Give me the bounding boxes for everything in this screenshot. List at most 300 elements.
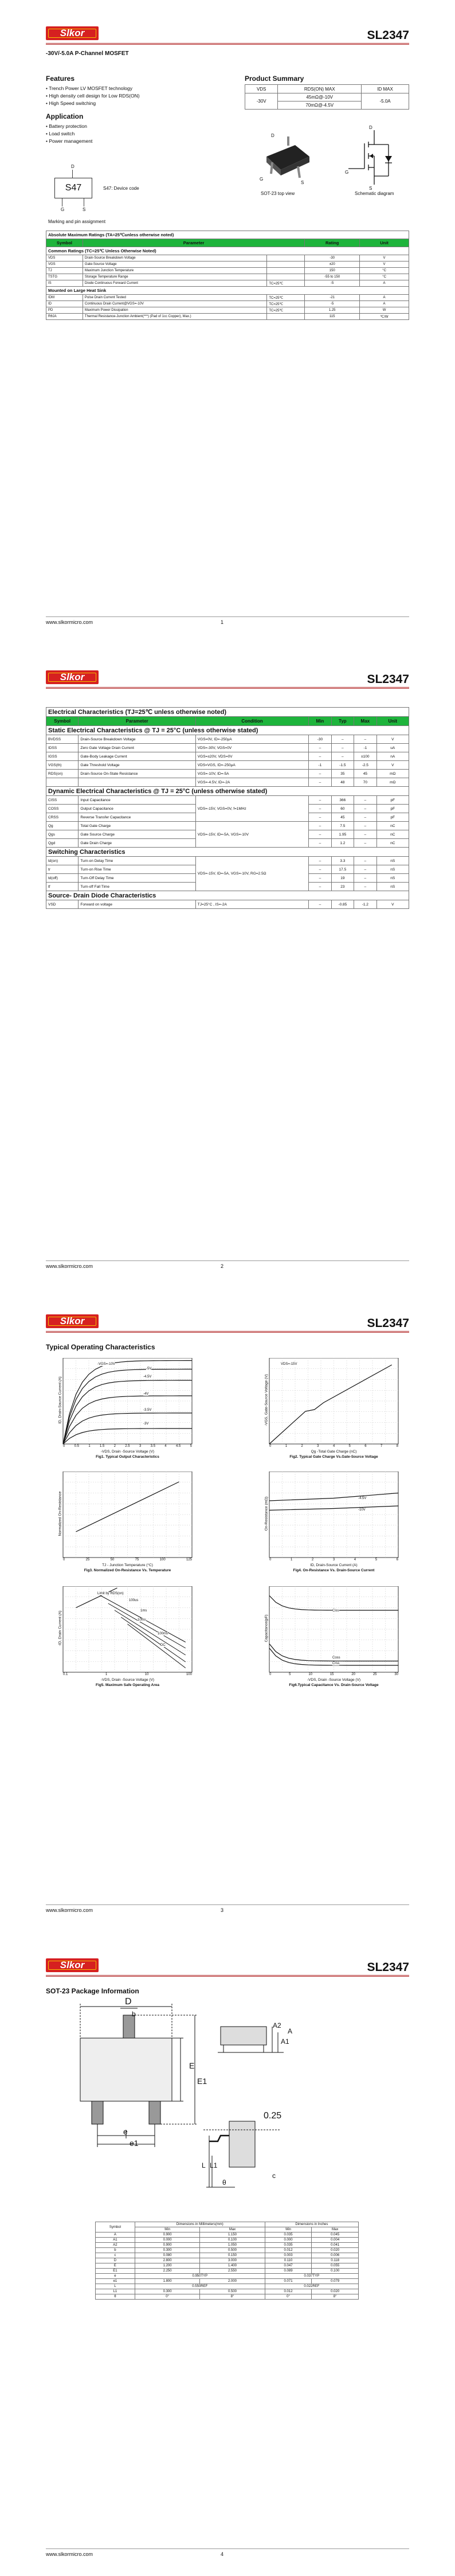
- fig4-plot: [264, 1472, 404, 1563]
- table-cell: ±20: [305, 261, 360, 268]
- table-cell: nC: [376, 839, 409, 848]
- fig5-graph: [57, 1586, 198, 1687]
- feature-item: [46, 100, 140, 107]
- table-row: [96, 2294, 359, 2300]
- table-cell: Turn-Off Delay Time: [79, 874, 195, 883]
- table-row: [46, 770, 409, 778]
- table-cell: ID: [46, 301, 83, 307]
- table-cell: pF: [376, 805, 409, 813]
- table-cell: -30: [309, 735, 331, 744]
- page-2: [0, 644, 455, 1288]
- application-item: [46, 138, 92, 145]
- ps-rds-10v: 45mΩ@-10V: [278, 93, 362, 102]
- table-cell: D: [96, 2258, 135, 2263]
- x-tick: 4.5: [175, 1445, 181, 1448]
- abs-max-ratings-table: [46, 231, 409, 320]
- application-item: [46, 130, 92, 138]
- curve-label: 1ms: [140, 1609, 147, 1613]
- table-cell: A: [360, 280, 409, 287]
- table-cell: Gate Source Charge: [79, 830, 195, 839]
- table-row: [46, 778, 409, 787]
- x-tick: 1: [105, 1673, 108, 1676]
- table-cell: VDS=-30V, VGS=0V: [195, 744, 308, 752]
- dim-l1: L1: [210, 2161, 218, 2169]
- y-axis-label: On-Resistance (mΩ): [264, 1496, 269, 1531]
- part-number: SL2347: [367, 1961, 409, 1974]
- sch-pin-d: D: [369, 125, 372, 130]
- table-cell: –: [354, 839, 376, 848]
- x-tick: 3: [332, 1558, 335, 1562]
- dim-sub-min-mm: Min: [135, 2227, 199, 2232]
- ec-head-cell: Condition: [195, 717, 308, 726]
- table-cell: 0.006: [312, 2253, 359, 2258]
- table-cell: –: [354, 796, 376, 805]
- dim-a1: A1: [281, 2038, 289, 2046]
- table-cell: mΩ: [376, 778, 409, 787]
- table-cell: E1: [96, 2269, 135, 2274]
- table-cell: 2.250: [135, 2269, 199, 2274]
- table-cell: c: [96, 2253, 135, 2258]
- x-tick: 2: [113, 1445, 116, 1448]
- dim-e: E: [189, 2061, 195, 2070]
- table-row: [46, 735, 409, 744]
- table-cell: –: [331, 735, 354, 744]
- table-cell: –: [309, 778, 331, 787]
- fig3-graph: [57, 1472, 198, 1572]
- pkg-pin-g: G: [260, 177, 264, 182]
- table-cell: 1.400: [200, 2263, 265, 2269]
- fig4-graph: [264, 1472, 404, 1572]
- table-cell: Zero Gate Voltage Drain Current: [79, 744, 195, 752]
- table-cell: [267, 314, 305, 320]
- dim-a2: A2: [273, 2021, 281, 2029]
- table-cell: –: [354, 735, 376, 744]
- table-row: [96, 2258, 359, 2263]
- table-cell: 2.550: [200, 2269, 265, 2274]
- table-cell: -1.2: [354, 900, 376, 909]
- x-tick: 0: [269, 1673, 272, 1676]
- x-tick: 15: [330, 1673, 334, 1676]
- package-title: SOT-23 Package Information: [46, 1987, 139, 1995]
- table-cell: –: [309, 805, 331, 813]
- mark-lead-d: [72, 170, 73, 178]
- bullet-icon: •: [46, 123, 49, 129]
- page-number: 1: [221, 619, 224, 625]
- table-cell: –: [354, 857, 376, 865]
- x-axis-label: -VDS, Drain -Source Voltage (V): [100, 1450, 155, 1454]
- table-cell: 0.020: [312, 2289, 359, 2294]
- table-cell: VGS=-10V, ID=-5A: [195, 770, 308, 778]
- table-cell: –: [354, 822, 376, 830]
- table-cell: 0.022REF: [265, 2284, 358, 2289]
- x-tick: 2.5: [125, 1445, 130, 1448]
- table-cell: Turn-on Delay Time: [79, 857, 195, 865]
- table-cell: e: [96, 2274, 135, 2279]
- table-cell: 0.300: [135, 2289, 199, 2294]
- ec-head-cell: Min: [309, 717, 331, 726]
- table-cell: W: [360, 307, 409, 314]
- features-title: Features: [46, 75, 75, 83]
- table-cell: Turn-on Rise Time: [79, 865, 195, 874]
- table-cell: TC=25℃: [267, 301, 305, 307]
- amr-head-unit: Unit: [360, 239, 409, 247]
- x-ticks: [269, 1558, 398, 1562]
- table-cell: Turn-off Fall Time: [79, 883, 195, 891]
- amr-title: Absolute Maximum Ratings (TA=25℃unless otherwise noted): [46, 231, 409, 239]
- x-axis-label: ID, Drain-Source Current (A): [310, 1563, 358, 1567]
- table-cell: ℃/W: [360, 314, 409, 320]
- table-cell: 0.950TYP: [135, 2274, 265, 2279]
- table-cell: –: [354, 883, 376, 891]
- dim-sub-max-mm: Max: [200, 2227, 265, 2232]
- page-3: [0, 1288, 455, 1932]
- x-tick: 3: [317, 1445, 319, 1448]
- package-outline-drawing: [57, 1998, 287, 2210]
- table-cell: –: [354, 830, 376, 839]
- table-cell: CRSS: [46, 813, 79, 822]
- feature-item-label: High density cell design for Low RDS(ON): [49, 93, 140, 99]
- table-cell: –: [354, 813, 376, 822]
- common-title: Common Ratings (TC=25℃ Unless Otherwise Noted): [46, 247, 409, 255]
- table-cell: A: [360, 301, 409, 307]
- mark-pin-g: G: [61, 207, 65, 212]
- table-cell: COSS: [46, 805, 79, 813]
- table-cell: -21: [305, 295, 360, 301]
- table-cell: –: [309, 822, 331, 830]
- table-cell: 1.200: [135, 2263, 199, 2269]
- table-cell: 45: [354, 770, 376, 778]
- curve-label: DC: [160, 1644, 166, 1647]
- footer-url: www.slkormicro.com: [46, 1907, 93, 1913]
- x-tick: 0: [63, 1445, 65, 1448]
- curve-label: 10ms: [138, 1618, 146, 1622]
- table-cell: uA: [376, 744, 409, 752]
- fig3-plot: [57, 1472, 198, 1563]
- x-tick: 8: [396, 1445, 398, 1448]
- table-cell: Diode Continuous Forward Current: [83, 280, 266, 287]
- table-cell: A2: [96, 2243, 135, 2248]
- table-cell: 45: [331, 813, 354, 822]
- part-number: SL2347: [367, 29, 409, 42]
- table-cell: 0.055: [312, 2263, 359, 2269]
- x-tick: 5: [289, 1673, 291, 1676]
- condition-cell: VDS=-15V, ID=-5A, VGS=-10V: [195, 822, 308, 848]
- x-tick: 50: [110, 1558, 115, 1562]
- bullet-icon: •: [46, 131, 49, 136]
- table-cell: 0.004: [312, 2238, 359, 2243]
- pkg-pin-s: S: [301, 180, 304, 185]
- table-cell: –: [309, 830, 331, 839]
- table-cell: 0.037TYP: [265, 2274, 358, 2279]
- y-axis-label: -VGS, Gate-Source Voltage (V): [264, 1374, 269, 1426]
- table-cell: nC: [376, 822, 409, 830]
- table-cell: Input Capacitance: [79, 796, 195, 805]
- x-tick: 30: [394, 1673, 398, 1676]
- table-cell: CISS: [46, 796, 79, 805]
- table-cell: nA: [376, 752, 409, 761]
- sot-caption: SOT-23 top view: [261, 191, 295, 196]
- table-cell: 23: [331, 883, 354, 891]
- table-cell: 1.800: [135, 2279, 199, 2284]
- dim-d: D: [125, 1997, 132, 2007]
- table-cell: –: [354, 865, 376, 874]
- page-header: [46, 25, 409, 45]
- table-cell: Gate Drain Charge: [79, 839, 195, 848]
- table-cell: [46, 778, 79, 787]
- curve-label: VDS=-15V: [281, 1363, 297, 1366]
- page-header: [46, 669, 409, 689]
- table-cell: nC: [376, 830, 409, 839]
- table-cell: 0.500: [200, 2289, 265, 2294]
- table-cell: –: [309, 874, 331, 883]
- x-tick: 0: [63, 1558, 65, 1562]
- x-tick: 5: [375, 1558, 378, 1562]
- table-cell: td(on): [46, 857, 79, 865]
- table-cell: 0.035: [265, 2243, 312, 2248]
- table-cell: V: [360, 261, 409, 268]
- table-cell: nS: [376, 874, 409, 883]
- table-cell: 19: [331, 874, 354, 883]
- curve-label: -5V: [146, 1367, 152, 1371]
- dim-l: L: [202, 2161, 206, 2169]
- table-cell: [267, 255, 305, 261]
- table-cell: V: [376, 761, 409, 770]
- table-cell: RθJA: [46, 314, 83, 320]
- amr-head-parameter: Parameter: [83, 239, 304, 247]
- figure-caption: Fig3. Normalized On-Resistance Vs. Temperature: [84, 1568, 171, 1572]
- table-cell: 3.000: [200, 2258, 265, 2263]
- curve-label: Ciss: [332, 1609, 339, 1613]
- footer-url: www.slkormicro.com: [46, 1263, 93, 1269]
- table-row: [46, 761, 409, 770]
- figure-caption: Fig2. Typical Gate Charge Vs.Gate-Source Voltage: [289, 1455, 378, 1459]
- table-cell: td(off): [46, 874, 79, 883]
- table-cell: 0.012: [265, 2248, 312, 2253]
- ps-id: -5.0A: [362, 93, 409, 110]
- x-axis-label: -VDS, Drain -Source Voltage (V): [307, 1678, 361, 1682]
- table-cell: 0°: [135, 2294, 199, 2300]
- table-cell: 1.95: [331, 830, 354, 839]
- figure-caption: Fig1. Typical Output Characteristics: [96, 1455, 159, 1459]
- table-cell: 0.000: [265, 2238, 312, 2243]
- table-cell: 7.5: [331, 822, 354, 830]
- table-cell: Forward on voltage: [79, 900, 195, 909]
- table-cell: TC=25℃: [267, 295, 305, 301]
- bullet-icon: •: [46, 138, 49, 144]
- table-cell: VDS: [46, 255, 83, 261]
- application-title: Application: [46, 112, 84, 120]
- y-axis-label: ID, Drain-Source Current (A): [58, 1376, 62, 1424]
- product-summary-table: [245, 84, 409, 110]
- curve-label: 100us: [129, 1599, 139, 1602]
- dynamic-title: Dynamic Electrical Characteristics @ TJ = 25°C (unless otherwise stated): [46, 787, 409, 796]
- table-cell: TSTG: [46, 274, 83, 280]
- table-row: [96, 2284, 359, 2289]
- table-cell: 0.900: [135, 2232, 199, 2238]
- sot23-package-drawing: [255, 125, 318, 188]
- x-tick: 0.5: [74, 1445, 79, 1448]
- table-cell: 0.000: [135, 2238, 199, 2243]
- x-tick: 25: [85, 1558, 90, 1562]
- ps-head-rds: RDS(ON) MAX: [278, 85, 362, 93]
- sink-title: Mounted on Large Heat Sink: [46, 287, 409, 295]
- ps-head-id: ID MAX: [362, 85, 409, 93]
- mark-pin-s: S: [83, 207, 86, 212]
- table-cell: IDSS: [46, 744, 79, 752]
- application-item: [46, 123, 92, 130]
- table-cell: E: [96, 2263, 135, 2269]
- table-row: [46, 796, 409, 805]
- table-cell: θ: [96, 2294, 135, 2300]
- table-cell: 1.050: [200, 2243, 265, 2248]
- table-cell: VGS: [46, 261, 83, 268]
- table-row: [46, 900, 409, 909]
- table-cell: Reverse Transfer Capacitance: [79, 813, 195, 822]
- table-cell: nS: [376, 865, 409, 874]
- x-tick: 5: [190, 1445, 192, 1448]
- fig2-plot: [264, 1358, 404, 1450]
- table-cell: 115: [305, 314, 360, 320]
- table-cell: 366: [331, 796, 354, 805]
- table-row: [46, 744, 409, 752]
- curve-label: -VGS=-10V: [97, 1363, 115, 1366]
- fig1-plot: [57, 1358, 198, 1450]
- table-cell: nS: [376, 857, 409, 865]
- table-cell: -0.85: [331, 900, 354, 909]
- table-cell: A: [360, 295, 409, 301]
- curve-label: -4V: [143, 1392, 149, 1396]
- ec-head-cell: Max: [354, 717, 376, 726]
- table-cell: 0.100: [200, 2238, 265, 2243]
- application-item-label: Battery protection: [49, 123, 87, 129]
- marking-box: [54, 178, 92, 198]
- table-row: [46, 295, 409, 301]
- x-tick: 4: [332, 1445, 335, 1448]
- x-tick: 0: [269, 1445, 272, 1448]
- x-tick: 1: [285, 1445, 288, 1448]
- table-cell: e1: [96, 2279, 135, 2284]
- curve-label: -4.5V: [143, 1375, 152, 1379]
- ps-head-vds: VDS: [245, 85, 278, 93]
- table-cell: Gate Threshold Voltage: [79, 761, 195, 770]
- x-tick: 0: [269, 1558, 272, 1562]
- x-tick: 2: [311, 1558, 314, 1562]
- table-cell: –: [309, 857, 331, 865]
- table-row: [46, 280, 409, 287]
- table-cell: 1.2: [331, 839, 354, 848]
- condition-cell: VDS=-15V, ID=-5A, VGS=-10V, RG=2.5Ω: [195, 857, 308, 891]
- page-number: 4: [221, 2551, 224, 2557]
- x-ticks: [269, 1673, 398, 1676]
- bullet-icon: •: [46, 93, 49, 99]
- part-number: SL2347: [367, 1317, 409, 1330]
- page-4: [0, 1932, 455, 2576]
- x-tick: 1: [88, 1445, 91, 1448]
- curve-label: -10V: [358, 1508, 366, 1512]
- table-row: [46, 274, 409, 280]
- x-ticks: [63, 1673, 192, 1676]
- table-cell: Gate-Source Voltage: [83, 261, 266, 268]
- dim-head-in: Dimensions in Inches: [265, 2222, 358, 2227]
- ec-head-cell: Parameter: [79, 717, 195, 726]
- table-row: [46, 301, 409, 307]
- table-cell: 0.500: [200, 2248, 265, 2253]
- table-cell: [267, 274, 305, 280]
- table-cell: Maximum Junction Temperature: [83, 268, 266, 274]
- table-cell: mΩ: [376, 770, 409, 778]
- table-cell: 0°: [265, 2294, 312, 2300]
- y-axis-label: Normalized On-Resistance: [58, 1491, 62, 1536]
- table-cell: 1.150: [200, 2232, 265, 2238]
- y-axis-label: -ID, Drain Current (A): [58, 1610, 62, 1646]
- table-cell: nS: [376, 883, 409, 891]
- table-cell: Drain-Source Breakdown Voltage: [83, 255, 266, 261]
- y-axis-label: Capacitance(pF): [264, 1614, 269, 1642]
- dim-sub-max-in: Max: [312, 2227, 359, 2232]
- table-row: [46, 307, 409, 314]
- table-cell: pF: [376, 796, 409, 805]
- table-cell: 0.118: [312, 2258, 359, 2263]
- curve-label: -3.5V: [143, 1408, 152, 1412]
- table-cell: –: [354, 805, 376, 813]
- x-tick: 20: [351, 1673, 355, 1676]
- table-cell: L: [96, 2284, 135, 2289]
- ps-vds: -30V: [245, 93, 278, 110]
- table-cell: IS: [46, 280, 83, 287]
- product-summary-title: Product Summary: [245, 75, 304, 83]
- table-cell: V: [376, 900, 409, 909]
- x-tick: 0.1: [63, 1673, 68, 1676]
- ec-head-cell: Symbol: [46, 717, 79, 726]
- switch-title: Switching Characteristics: [46, 848, 409, 857]
- table-cell: 70: [354, 778, 376, 787]
- x-tick: 75: [135, 1558, 139, 1562]
- table-cell: 0.012: [265, 2289, 312, 2294]
- x-tick: 3.5: [150, 1445, 155, 1448]
- table-cell: -1.5: [331, 761, 354, 770]
- page-header: [46, 1957, 409, 1977]
- table-row: [46, 268, 409, 274]
- table-row: [46, 857, 409, 865]
- static-title: Static Electrical Characteristics @ TJ = 25°C (unless otherwise stated): [46, 726, 409, 735]
- device-code: S47: [65, 183, 82, 193]
- dim-a: A: [288, 2027, 293, 2035]
- table-cell: A1: [96, 2238, 135, 2243]
- figure-caption: Fig6.Typical Capacitance Vs. Drain-Source Voltage: [289, 1683, 379, 1687]
- x-tick: 10: [308, 1673, 312, 1676]
- subtitle: -30V/-5.0A P-Channel MOSFET: [46, 50, 129, 57]
- slkor-logo: Slkor: [46, 1314, 99, 1328]
- table-cell: -30: [305, 255, 360, 261]
- table-row: [96, 2248, 359, 2253]
- x-tick: 5: [348, 1445, 351, 1448]
- page-footer: [46, 616, 409, 626]
- x-tick: 1.5: [99, 1445, 105, 1448]
- x-tick: 100: [186, 1673, 192, 1676]
- slkor-logo: Slkor: [46, 1958, 99, 1972]
- page-number: 3: [221, 1907, 224, 1913]
- amr-head-symbol: Symbol: [46, 239, 83, 247]
- table-row: [96, 2238, 359, 2243]
- table-row: [96, 2274, 359, 2279]
- table-cell: ±100: [354, 752, 376, 761]
- table-cell: 0.071: [265, 2279, 312, 2284]
- table-cell: IGSS: [46, 752, 79, 761]
- x-ticks: [63, 1445, 192, 1448]
- table-cell: Drain-Source On-State Resistance: [79, 770, 195, 778]
- table-cell: 3.3: [331, 857, 354, 865]
- application-item-label: Load switch: [49, 131, 75, 136]
